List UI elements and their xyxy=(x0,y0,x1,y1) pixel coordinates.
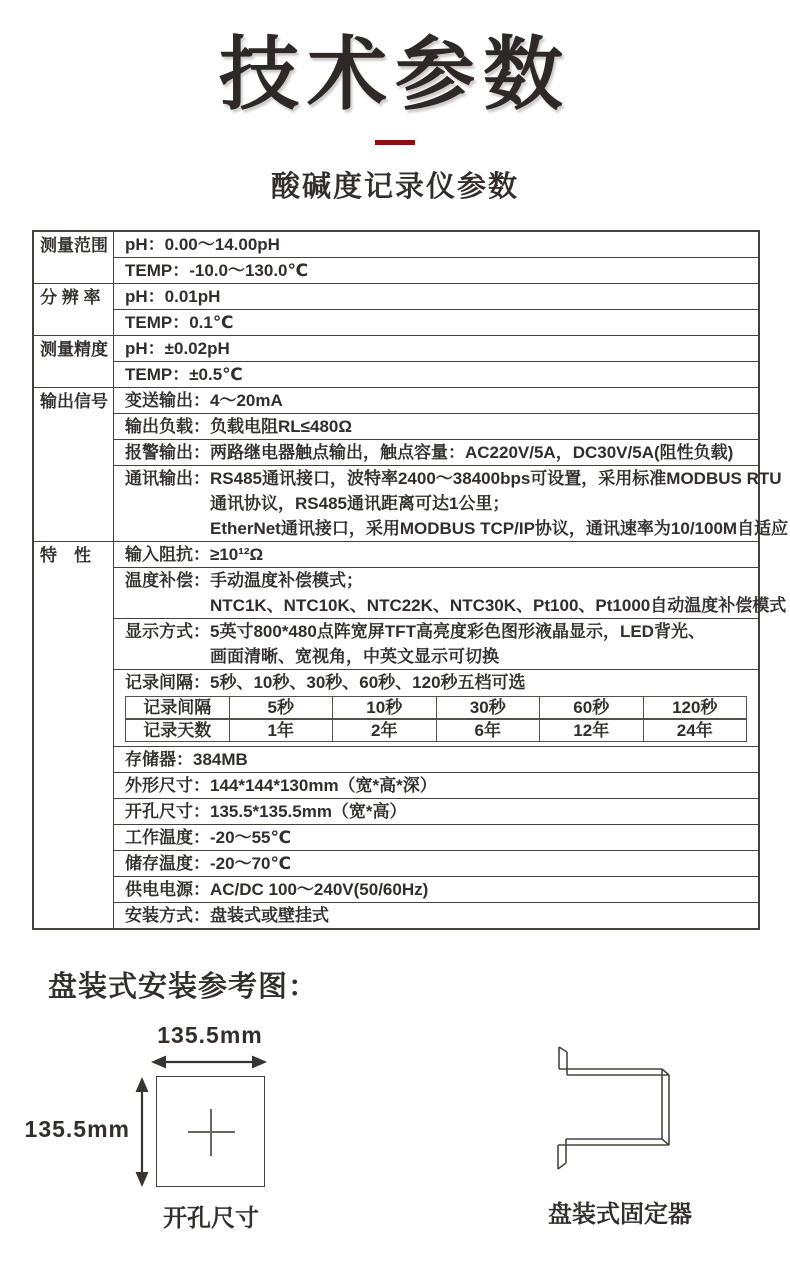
spec-row xyxy=(114,850,758,876)
spec-value-continuation: NTC1K、NTC10K、NTC22K、NTC30K、Pt100、Pt1000自动温度补偿模式 xyxy=(210,596,787,615)
spec-value: 工作温度：-20～55℃ xyxy=(125,828,292,847)
page-title: 技术参数 xyxy=(219,30,571,119)
page-header xyxy=(0,0,790,203)
spec-row xyxy=(114,876,758,902)
vertical-dimension-arrow-icon xyxy=(134,1076,150,1188)
mount-section-heading: 盘装式安装参考图： xyxy=(48,971,319,1003)
cutout-square xyxy=(156,1076,265,1187)
mount-diagrams xyxy=(0,1016,790,1248)
spec-row xyxy=(114,257,758,283)
spec-value: 储存温度：-20～70℃ xyxy=(125,854,292,873)
spec-value: TEMP：0.1℃ xyxy=(125,313,234,332)
spec-value: 外形尺寸：144*144*130mm（宽*高*深） xyxy=(125,776,437,795)
spec-value: pH：0.01pH xyxy=(125,287,221,306)
spec-value-continuation: 画面清晰、宽视角，中英文显示可切换 xyxy=(210,647,499,666)
crosshair-icon xyxy=(210,1109,212,1156)
record-table-cell: 记录天数 xyxy=(126,719,230,742)
section-subtitle: 酸碱度记录仪参数 xyxy=(270,171,519,203)
spec-row xyxy=(114,542,758,567)
spec-row xyxy=(114,284,758,309)
spec-value: 显示方式：5英寸800*480点阵宽屏TFT高亮度彩色图形液晶显示，LED背光、 xyxy=(125,622,705,641)
spec-value: 通讯输出：RS485通讯接口，波特率2400～38400bps可设置，采用标准MODBUS RTU xyxy=(125,469,782,488)
spec-row xyxy=(114,567,787,618)
spec-table xyxy=(32,230,789,930)
spec-row xyxy=(114,746,758,772)
spec-row xyxy=(114,902,758,928)
spec-group-features xyxy=(34,541,787,928)
spec-value: 温度补偿：手动温度补偿模式； xyxy=(125,571,363,590)
spec-value: 开孔尺寸：135.5*135.5mm（宽*高） xyxy=(125,802,407,821)
spec-value: 输入阻抗：≥10¹²Ω xyxy=(125,545,264,564)
fixture-caption: 盘装式固定器 xyxy=(548,1201,692,1228)
spec-value: 安装方式：盘装式或壁挂式 xyxy=(125,906,329,925)
spec-value: pH：0.00～14.00pH xyxy=(125,235,280,254)
record-table-cell: 记录间隔 xyxy=(126,697,230,720)
spec-value: 报警输出：两路继电器触点输出，触点容量：AC220V/5A，DC30V/5A(阻性负载) xyxy=(125,443,734,462)
record-table xyxy=(125,696,747,742)
record-table-cell: 5秒 xyxy=(229,697,333,720)
spec-value-continuation: EtherNet通讯接口，采用MODBUS TCP/IP协议，通讯速率为10/100M自适应 xyxy=(210,519,789,538)
cutout-height-label: 135.5mm xyxy=(24,1116,130,1142)
spec-group-label: 输出信号 xyxy=(34,388,114,541)
record-table-interval-row xyxy=(126,697,747,720)
spec-group-label: 分 辨 率 xyxy=(34,284,114,335)
spec-value: TEMP：±0.5℃ xyxy=(125,365,243,384)
record-table-cell: 60秒 xyxy=(540,697,644,720)
spec-row xyxy=(114,388,758,413)
spec-row xyxy=(114,413,758,439)
record-table-cell: 10秒 xyxy=(333,697,437,720)
spec-group-resolution xyxy=(34,283,758,335)
horizontal-dimension-arrow-icon xyxy=(150,1054,268,1070)
spec-row xyxy=(114,439,758,465)
title-divider xyxy=(375,140,415,145)
spec-group-output-signal xyxy=(34,387,789,541)
cutout-caption: 开孔尺寸 xyxy=(163,1205,259,1232)
spec-row xyxy=(114,824,758,850)
spec-group-label: 测量精度 xyxy=(34,336,114,387)
spec-value: 输出负载：负载电阻RL≤480Ω xyxy=(125,417,352,436)
record-table-cell: 2年 xyxy=(333,719,437,742)
spec-value: 存储器：384MB xyxy=(125,750,248,769)
spec-value: pH：±0.02pH xyxy=(125,339,230,358)
spec-value: 记录间隔：5秒、10秒、30秒、60秒、120秒五档可选 xyxy=(125,673,526,692)
spec-value: 变送输出：4～20mA xyxy=(125,391,283,410)
spec-value: 供电电源：AC/DC 100～240V(50/60Hz) xyxy=(125,880,429,899)
spec-group-measure-range xyxy=(34,232,758,283)
spec-row xyxy=(114,232,758,257)
record-table-cell: 24年 xyxy=(643,719,747,742)
record-table-cell: 1年 xyxy=(229,719,333,742)
spec-row-record-interval xyxy=(114,669,758,742)
spec-row xyxy=(114,361,758,387)
record-table-cell: 12年 xyxy=(540,719,644,742)
spec-row xyxy=(114,798,758,824)
spec-row xyxy=(114,309,758,335)
spec-group-label: 特 性 xyxy=(34,542,114,928)
record-table-cell: 120秒 xyxy=(643,697,747,720)
spec-value: TEMP：-10.0～130.0℃ xyxy=(125,261,309,280)
record-table-cell: 6年 xyxy=(436,719,540,742)
mount-reference-section xyxy=(0,970,790,1248)
spec-value-continuation: 通讯协议，RS485通讯距离可达1公里； xyxy=(210,494,510,513)
spec-row xyxy=(114,772,758,798)
mount-clip-icon xyxy=(556,1040,674,1174)
spec-group-label: 测量范围 xyxy=(34,232,114,283)
spec-row xyxy=(114,618,758,669)
spec-row xyxy=(114,465,789,541)
spec-row xyxy=(114,336,758,361)
spec-group-accuracy xyxy=(34,335,758,387)
record-table-cell: 30秒 xyxy=(436,697,540,720)
cutout-width-label: 135.5mm xyxy=(157,1022,263,1048)
record-table-days-row xyxy=(126,719,747,742)
